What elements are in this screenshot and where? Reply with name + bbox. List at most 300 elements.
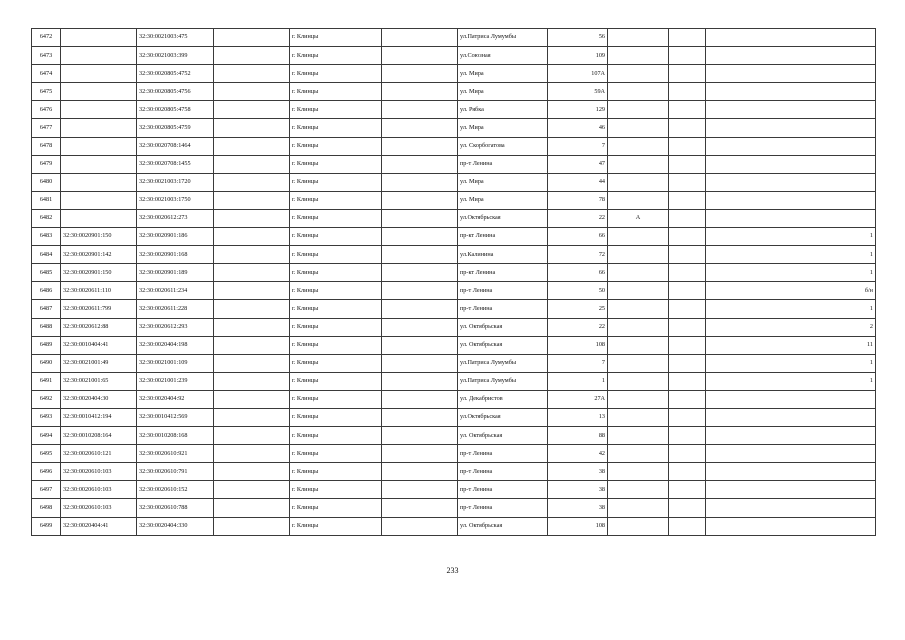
street-cell: пр-т Ленина <box>458 481 548 499</box>
row-number-cell: 6479 <box>32 155 61 173</box>
row-number-cell: 6488 <box>32 318 61 336</box>
cadastral-number-cell: 32:30:0020901:189 <box>137 264 214 282</box>
street-cell: пр-т Ленина <box>458 300 548 318</box>
cadastral-number-cell: 32:30:0020404:92 <box>137 390 214 408</box>
house-number-cell: 38 <box>548 499 608 517</box>
row-number-cell: 6493 <box>32 408 61 426</box>
apartment-cell: 1 <box>706 264 876 282</box>
house-number-cell: 42 <box>548 445 608 463</box>
house-number-cell: 13 <box>548 408 608 426</box>
apartment-cell <box>706 119 876 137</box>
table-row <box>32 372 876 390</box>
house-number-cell: 129 <box>548 101 608 119</box>
empty-cell <box>214 83 290 101</box>
city-cell: г. Клинцы <box>290 228 382 246</box>
empty-cell <box>382 300 458 318</box>
apartment-cell <box>706 209 876 227</box>
house-letter-cell <box>608 137 669 155</box>
old-cadastral-cell <box>61 191 137 209</box>
table-row <box>32 445 876 463</box>
apartment-cell: б/н <box>706 282 876 300</box>
table-row <box>32 119 876 137</box>
house-number-cell: 66 <box>548 228 608 246</box>
apartment-cell <box>706 155 876 173</box>
table-row <box>32 517 876 535</box>
house-number-cell: 47 <box>548 155 608 173</box>
city-cell: г. Клинцы <box>290 137 382 155</box>
old-cadastral-cell: 32:30:0021001:49 <box>61 354 137 372</box>
apartment-cell <box>706 29 876 47</box>
street-cell: пр-кт Ленина <box>458 264 548 282</box>
empty-cell <box>669 29 706 47</box>
empty-cell <box>382 390 458 408</box>
empty-cell <box>382 282 458 300</box>
cadastral-number-cell: 32:30:0020612:293 <box>137 318 214 336</box>
empty-cell <box>382 246 458 264</box>
table-row <box>32 101 876 119</box>
city-cell: г. Клинцы <box>290 173 382 191</box>
cadastral-number-cell: 32:30:0010412:569 <box>137 408 214 426</box>
empty-cell <box>669 209 706 227</box>
street-cell: пр-т Ленина <box>458 463 548 481</box>
house-letter-cell <box>608 481 669 499</box>
empty-cell <box>214 119 290 137</box>
house-number-cell: 56 <box>548 29 608 47</box>
house-letter-cell <box>608 300 669 318</box>
street-cell: ул. Мира <box>458 191 548 209</box>
table-row <box>32 300 876 318</box>
cadastral-number-cell: 32:30:0010208:168 <box>137 427 214 445</box>
apartment-cell: 1 <box>706 300 876 318</box>
house-letter-cell <box>608 47 669 65</box>
table-row <box>32 354 876 372</box>
empty-cell <box>669 137 706 155</box>
street-cell: ул. Октябрьская <box>458 517 548 535</box>
empty-cell <box>382 155 458 173</box>
old-cadastral-cell: 32:30:0020612:88 <box>61 318 137 336</box>
apartment-cell <box>706 173 876 191</box>
street-cell: ул. Декабристов <box>458 390 548 408</box>
city-cell: г. Клинцы <box>290 318 382 336</box>
row-number-cell: 6498 <box>32 499 61 517</box>
street-cell: ул. Октябрьская <box>458 427 548 445</box>
empty-cell <box>669 408 706 426</box>
cadastral-number-cell: 32:30:0020610:152 <box>137 481 214 499</box>
empty-cell <box>214 209 290 227</box>
cadastral-number-cell: 32:30:0021003:475 <box>137 29 214 47</box>
table-row <box>32 228 876 246</box>
cadastral-number-cell: 32:30:0021001:239 <box>137 372 214 390</box>
house-number-cell: 109 <box>548 47 608 65</box>
empty-cell <box>382 191 458 209</box>
house-letter-cell <box>608 427 669 445</box>
empty-cell <box>214 101 290 119</box>
empty-cell <box>214 463 290 481</box>
apartment-cell: 11 <box>706 336 876 354</box>
street-cell: пр-т Ленина <box>458 155 548 173</box>
street-cell: пр-т Ленина <box>458 445 548 463</box>
house-letter-cell <box>608 228 669 246</box>
apartment-cell <box>706 517 876 535</box>
cadastral-number-cell: 32:30:0020611:234 <box>137 282 214 300</box>
empty-cell <box>214 300 290 318</box>
row-number-cell: 6497 <box>32 481 61 499</box>
apartment-cell <box>706 137 876 155</box>
empty-cell <box>669 173 706 191</box>
row-number-cell: 6487 <box>32 300 61 318</box>
apartment-cell: 1 <box>706 246 876 264</box>
house-letter-cell <box>608 445 669 463</box>
house-letter-cell <box>608 372 669 390</box>
house-letter-cell <box>608 517 669 535</box>
empty-cell <box>214 445 290 463</box>
empty-cell <box>214 65 290 83</box>
row-number-cell: 6477 <box>32 119 61 137</box>
apartment-cell <box>706 481 876 499</box>
house-letter-cell <box>608 264 669 282</box>
empty-cell <box>669 101 706 119</box>
old-cadastral-cell: 32:30:0010412:194 <box>61 408 137 426</box>
old-cadastral-cell: 32:30:0020901:150 <box>61 228 137 246</box>
house-number-cell: 72 <box>548 246 608 264</box>
empty-cell <box>382 481 458 499</box>
empty-cell <box>669 517 706 535</box>
row-number-cell: 6473 <box>32 47 61 65</box>
row-number-cell: 6492 <box>32 390 61 408</box>
street-cell: ул. Октябрьская <box>458 318 548 336</box>
apartment-cell <box>706 408 876 426</box>
row-number-cell: 6496 <box>32 463 61 481</box>
empty-cell <box>214 191 290 209</box>
house-letter-cell <box>608 336 669 354</box>
old-cadastral-cell: 32:30:0021001:65 <box>61 372 137 390</box>
old-cadastral-cell: 32:30:0020610:103 <box>61 499 137 517</box>
city-cell: г. Клинцы <box>290 83 382 101</box>
old-cadastral-cell <box>61 101 137 119</box>
empty-cell <box>382 101 458 119</box>
table-row <box>32 209 876 227</box>
row-number-cell: 6491 <box>32 372 61 390</box>
street-cell: ул. Мира <box>458 65 548 83</box>
empty-cell <box>669 264 706 282</box>
table-row <box>32 83 876 101</box>
cadastral-number-cell: 32:30:0021001:109 <box>137 354 214 372</box>
empty-cell <box>382 173 458 191</box>
cadastral-number-cell: 32:30:0021003:399 <box>137 47 214 65</box>
table-row <box>32 65 876 83</box>
house-letter-cell <box>608 101 669 119</box>
city-cell: г. Клинцы <box>290 47 382 65</box>
old-cadastral-cell <box>61 83 137 101</box>
house-letter-cell <box>608 65 669 83</box>
house-letter-cell <box>608 282 669 300</box>
empty-cell <box>382 445 458 463</box>
cadastral-number-cell: 32:30:0020805:4758 <box>137 101 214 119</box>
old-cadastral-cell: 32:30:0020901:150 <box>61 264 137 282</box>
street-cell: ул.Калинина <box>458 246 548 264</box>
empty-cell <box>669 463 706 481</box>
house-number-cell: 107А <box>548 65 608 83</box>
street-cell: ул. Мира <box>458 83 548 101</box>
street-cell: ул.Октябрьская <box>458 408 548 426</box>
empty-cell <box>214 228 290 246</box>
empty-cell <box>214 336 290 354</box>
cadastral-number-cell: 32:30:0020805:4759 <box>137 119 214 137</box>
city-cell: г. Клинцы <box>290 282 382 300</box>
empty-cell <box>669 427 706 445</box>
old-cadastral-cell: 32:30:0020610:103 <box>61 463 137 481</box>
house-number-cell: 38 <box>548 463 608 481</box>
empty-cell <box>382 83 458 101</box>
apartment-cell <box>706 83 876 101</box>
apartment-cell <box>706 445 876 463</box>
table-row <box>32 481 876 499</box>
empty-cell <box>669 390 706 408</box>
house-number-cell: 50 <box>548 282 608 300</box>
city-cell: г. Клинцы <box>290 191 382 209</box>
house-number-cell: 25 <box>548 300 608 318</box>
empty-cell <box>669 445 706 463</box>
house-number-cell: 7 <box>548 137 608 155</box>
street-cell: ул. Октябрьская <box>458 336 548 354</box>
empty-cell <box>669 155 706 173</box>
old-cadastral-cell: 32:30:0010208:164 <box>61 427 137 445</box>
house-letter-cell <box>608 390 669 408</box>
city-cell: г. Клинцы <box>290 119 382 137</box>
apartment-cell <box>706 65 876 83</box>
old-cadastral-cell: 32:30:0020611:110 <box>61 282 137 300</box>
house-letter-cell <box>608 408 669 426</box>
city-cell: г. Клинцы <box>290 390 382 408</box>
empty-cell <box>214 155 290 173</box>
cadastral-number-cell: 32:30:0020708:1455 <box>137 155 214 173</box>
street-cell: пр-кт Ленина <box>458 228 548 246</box>
empty-cell <box>669 499 706 517</box>
empty-cell <box>214 29 290 47</box>
table-row <box>32 191 876 209</box>
city-cell: г. Клинцы <box>290 65 382 83</box>
street-cell: пр-т Ленина <box>458 499 548 517</box>
city-cell: г. Клинцы <box>290 246 382 264</box>
house-letter-cell <box>608 173 669 191</box>
city-cell: г. Клинцы <box>290 481 382 499</box>
table-row <box>32 282 876 300</box>
cadastral-number-cell: 32:30:0021003:1750 <box>137 191 214 209</box>
row-number-cell: 6476 <box>32 101 61 119</box>
empty-cell <box>214 517 290 535</box>
house-letter-cell <box>608 155 669 173</box>
table-row <box>32 318 876 336</box>
street-cell: пр-т Ленина <box>458 282 548 300</box>
street-cell: ул. Мира <box>458 173 548 191</box>
house-number-cell: 44 <box>548 173 608 191</box>
table-row <box>32 427 876 445</box>
house-number-cell: 108 <box>548 517 608 535</box>
old-cadastral-cell: 32:30:0010404:41 <box>61 336 137 354</box>
old-cadastral-cell <box>61 137 137 155</box>
row-number-cell: 6474 <box>32 65 61 83</box>
empty-cell <box>382 318 458 336</box>
house-number-cell: 66 <box>548 264 608 282</box>
old-cadastral-cell <box>61 209 137 227</box>
cadastral-number-cell: 32:30:0020404:198 <box>137 336 214 354</box>
row-number-cell: 6495 <box>32 445 61 463</box>
empty-cell <box>214 354 290 372</box>
old-cadastral-cell: 32:30:0020610:121 <box>61 445 137 463</box>
street-cell: ул.Патриса Лумумбы <box>458 372 548 390</box>
old-cadastral-cell <box>61 119 137 137</box>
row-number-cell: 6478 <box>32 137 61 155</box>
house-letter-cell <box>608 354 669 372</box>
table-row <box>32 47 876 65</box>
house-letter-cell <box>608 246 669 264</box>
street-cell: ул.Союзная <box>458 47 548 65</box>
street-cell: ул. Скорбогатова <box>458 137 548 155</box>
city-cell: г. Клинцы <box>290 101 382 119</box>
empty-cell <box>669 300 706 318</box>
apartment-cell: 2 <box>706 318 876 336</box>
empty-cell <box>382 427 458 445</box>
empty-cell <box>669 481 706 499</box>
street-cell: ул.Патриса Лумумбы <box>458 29 548 47</box>
empty-cell <box>214 427 290 445</box>
table-row <box>32 137 876 155</box>
row-number-cell: 6484 <box>32 246 61 264</box>
city-cell: г. Клинцы <box>290 264 382 282</box>
page-number: 233 <box>446 566 459 575</box>
empty-cell <box>382 119 458 137</box>
empty-cell <box>669 119 706 137</box>
house-number-cell: 22 <box>548 209 608 227</box>
street-cell: ул. Мира <box>458 119 548 137</box>
apartment-cell <box>706 463 876 481</box>
old-cadastral-cell <box>61 47 137 65</box>
registry-rows <box>32 29 876 536</box>
empty-cell <box>669 65 706 83</box>
city-cell: г. Клинцы <box>290 336 382 354</box>
table-row <box>32 336 876 354</box>
empty-cell <box>382 408 458 426</box>
row-number-cell: 6483 <box>32 228 61 246</box>
table-row <box>32 463 876 481</box>
house-letter-cell <box>608 29 669 47</box>
empty-cell <box>214 499 290 517</box>
old-cadastral-cell: 32:30:0020611:799 <box>61 300 137 318</box>
apartment-cell <box>706 499 876 517</box>
house-number-cell: 27А <box>548 390 608 408</box>
empty-cell <box>382 499 458 517</box>
street-cell: ул. Рябка <box>458 101 548 119</box>
empty-cell <box>382 65 458 83</box>
house-number-cell: 38 <box>548 481 608 499</box>
cadastral-number-cell: 32:30:0020610:921 <box>137 445 214 463</box>
old-cadastral-cell: 32:30:0020610:103 <box>61 481 137 499</box>
cadastral-number-cell: 32:30:0020610:788 <box>137 499 214 517</box>
apartment-cell <box>706 390 876 408</box>
empty-cell <box>382 47 458 65</box>
city-cell: г. Клинцы <box>290 463 382 481</box>
empty-cell <box>382 29 458 47</box>
empty-cell <box>669 354 706 372</box>
street-cell: ул.Октябрьская <box>458 209 548 227</box>
city-cell: г. Клинцы <box>290 300 382 318</box>
empty-cell <box>382 354 458 372</box>
empty-cell <box>214 408 290 426</box>
cadastral-number-cell: 32:30:0020610:791 <box>137 463 214 481</box>
house-number-cell: 59А <box>548 83 608 101</box>
house-letter-cell: А <box>608 209 669 227</box>
apartment-cell: 1 <box>706 354 876 372</box>
empty-cell <box>214 282 290 300</box>
street-cell: ул.Патриса Лумумбы <box>458 354 548 372</box>
old-cadastral-cell: 32:30:0020901:142 <box>61 246 137 264</box>
empty-cell <box>382 463 458 481</box>
row-number-cell: 6480 <box>32 173 61 191</box>
apartment-cell: 1 <box>706 372 876 390</box>
house-number-cell: 7 <box>548 354 608 372</box>
table-row <box>32 173 876 191</box>
city-cell: г. Клинцы <box>290 354 382 372</box>
empty-cell <box>382 336 458 354</box>
empty-cell <box>214 47 290 65</box>
old-cadastral-cell: 32:30:0020404:41 <box>61 517 137 535</box>
row-number-cell: 6489 <box>32 336 61 354</box>
empty-cell <box>669 372 706 390</box>
empty-cell <box>382 517 458 535</box>
city-cell: г. Клинцы <box>290 372 382 390</box>
cadastral-number-cell: 32:30:0020404:330 <box>137 517 214 535</box>
empty-cell <box>382 137 458 155</box>
city-cell: г. Клинцы <box>290 29 382 47</box>
house-letter-cell <box>608 83 669 101</box>
empty-cell <box>669 246 706 264</box>
table-row <box>32 29 876 47</box>
cadastral-number-cell: 32:30:0020901:168 <box>137 246 214 264</box>
row-number-cell: 6481 <box>32 191 61 209</box>
empty-cell <box>382 209 458 227</box>
empty-cell <box>214 264 290 282</box>
old-cadastral-cell <box>61 155 137 173</box>
house-number-cell: 88 <box>548 427 608 445</box>
city-cell: г. Клинцы <box>290 209 382 227</box>
empty-cell <box>382 264 458 282</box>
empty-cell <box>669 47 706 65</box>
house-number-cell: 78 <box>548 191 608 209</box>
empty-cell <box>214 481 290 499</box>
old-cadastral-cell <box>61 173 137 191</box>
city-cell: г. Клинцы <box>290 517 382 535</box>
empty-cell <box>214 173 290 191</box>
registry-table <box>31 28 876 536</box>
table-row <box>32 390 876 408</box>
empty-cell <box>669 336 706 354</box>
cadastral-number-cell: 32:30:0020611:228 <box>137 300 214 318</box>
row-number-cell: 6490 <box>32 354 61 372</box>
empty-cell <box>214 318 290 336</box>
old-cadastral-cell <box>61 65 137 83</box>
row-number-cell: 6472 <box>32 29 61 47</box>
house-number-cell: 22 <box>548 318 608 336</box>
empty-cell <box>214 390 290 408</box>
cadastral-number-cell: 32:30:0020901:186 <box>137 228 214 246</box>
city-cell: г. Клинцы <box>290 408 382 426</box>
house-letter-cell <box>608 463 669 481</box>
row-number-cell: 6494 <box>32 427 61 445</box>
apartment-cell <box>706 427 876 445</box>
apartment-cell <box>706 101 876 119</box>
cadastral-number-cell: 32:30:0020805:4756 <box>137 83 214 101</box>
apartment-cell: 1 <box>706 228 876 246</box>
